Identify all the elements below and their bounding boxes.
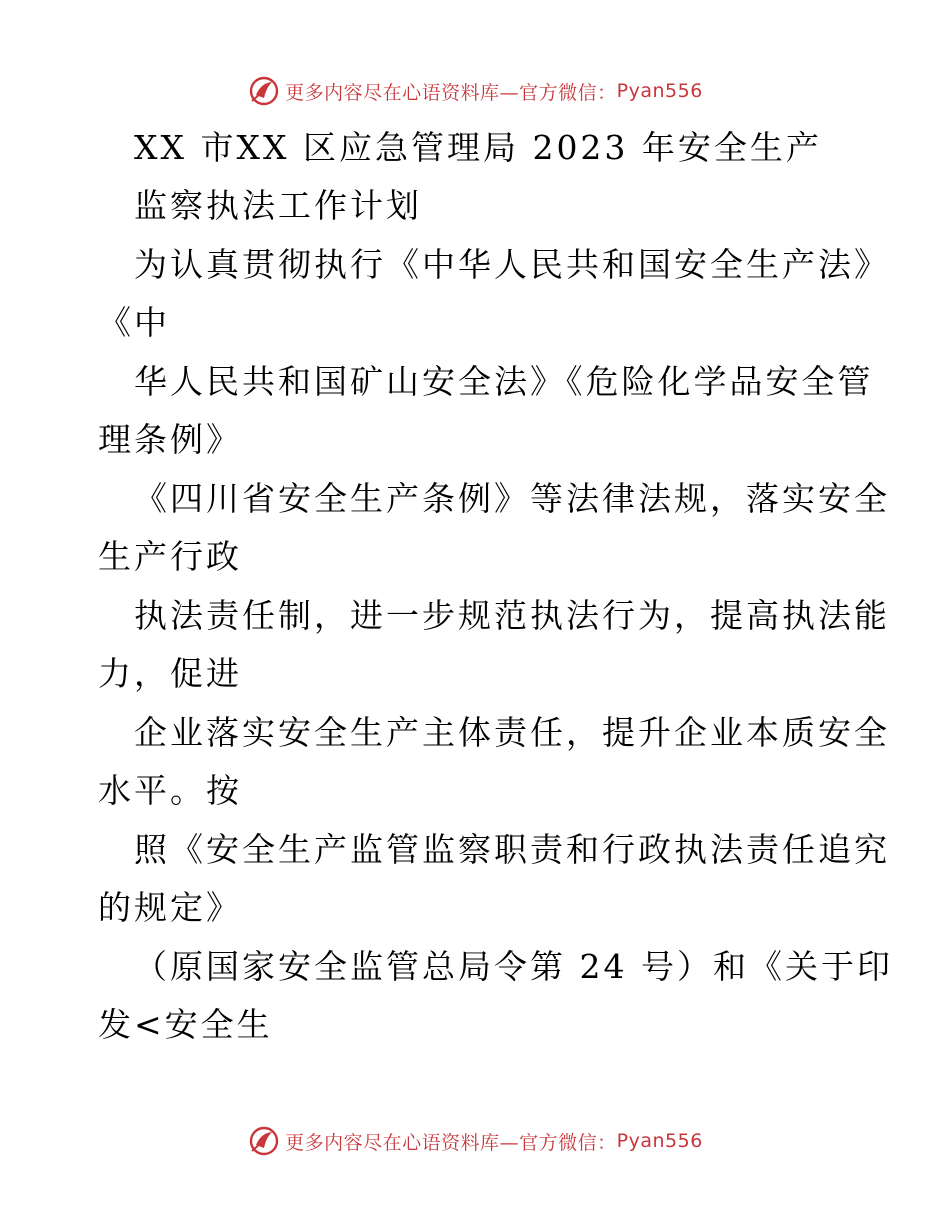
footer-watermark xyxy=(0,1121,950,1161)
doc-text-line: 的规定》 xyxy=(98,888,242,927)
brand-logo-icon xyxy=(247,74,281,108)
watermark-handle: Pyan556 xyxy=(616,1130,703,1152)
doc-title-line-1: XX 市XX 区应急管理局 2023 年安全生产 xyxy=(134,128,822,167)
doc-text-line: （原国家安全监管总局令第 24 号）和《关于印 xyxy=(134,947,893,986)
watermark-text: 更多内容尽在心语资料库—官方微信： xyxy=(285,1131,617,1154)
doc-text-line: 《四川省安全生产条例》等法律法规，落实安全 xyxy=(134,479,890,518)
header-watermark xyxy=(0,71,950,111)
doc-text-line: 为认真贯彻执行《中华人民共和国安全生产法》 xyxy=(134,245,890,284)
doc-text-line: 力，促进 xyxy=(98,654,242,693)
doc-text-line: 理条例》 xyxy=(98,420,242,459)
doc-text-line: 企业落实安全生产主体责任，提升企业本质安全 xyxy=(134,713,890,752)
doc-text-line: 执法责任制，进一步规范执法行为，提高执法能 xyxy=(134,596,890,635)
doc-text-line: 《中 xyxy=(98,303,170,342)
doc-title-line-2: 监察执法工作计划 xyxy=(134,186,422,225)
doc-text-line: 华人民共和国矿山安全法》《危险化学品安全管 xyxy=(134,362,874,401)
doc-text-line: 生产行政 xyxy=(98,537,242,576)
doc-text-line: 水平。按 xyxy=(98,771,242,810)
brand-logo-icon xyxy=(247,1124,281,1158)
watermark-handle: Pyan556 xyxy=(616,80,703,102)
doc-text-line: 发<安全生 xyxy=(98,1005,273,1044)
doc-text-line: 照《安全生产监管监察职责和行政执法责任追究 xyxy=(134,830,890,869)
watermark-text: 更多内容尽在心语资料库—官方微信： xyxy=(285,81,617,104)
